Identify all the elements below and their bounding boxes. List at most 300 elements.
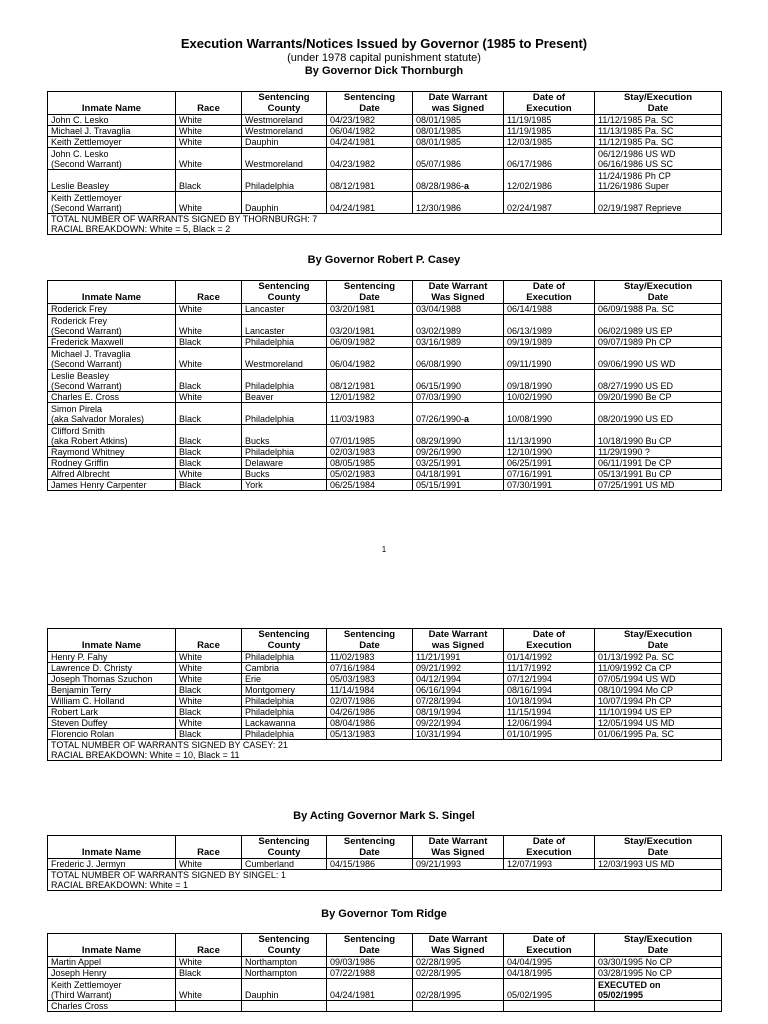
table-row (48, 447, 722, 458)
table-cell: White (176, 469, 242, 480)
table-cell: 12/03/1985 (504, 137, 595, 148)
column-header: Date of Execution (504, 836, 595, 859)
table-cell: 08/29/1990 (413, 425, 504, 447)
table-cell: 06/09/1988 Pa. SC (595, 304, 722, 315)
table-cell: Delaware (242, 458, 327, 469)
table-cell: Black (176, 968, 242, 979)
table-cell: Bucks (242, 425, 327, 447)
table-cell: 08/16/1994 (504, 685, 595, 696)
table-cell: 11/15/1994 (504, 707, 595, 718)
table-cell: White (176, 137, 242, 148)
table-cell: Lackawanna (242, 718, 327, 729)
table-cell: 02/19/1987 Reprieve (595, 192, 722, 214)
table-cell: Erie (242, 674, 327, 685)
footer-line: RACIAL BREAKDOWN: White = 10, Black = 11 (51, 750, 240, 760)
table-cell: 09/03/1986 (327, 957, 413, 968)
table-cell: 01/14/1992 (504, 652, 595, 663)
table-cell: 09/11/1990 (504, 348, 595, 370)
table-cell: 05/02/1995 (504, 979, 595, 1001)
table-cell: 11/29/1990 ? (595, 447, 722, 458)
table-footer (48, 870, 722, 891)
table-cell: 11/03/1983 (327, 403, 413, 425)
table-cell: Philadelphia (242, 729, 327, 740)
table-cell: 12/30/1986 (413, 192, 504, 214)
table-cell: Leslie Beasley (Second Warrant) (48, 370, 176, 392)
table-cell: Black (176, 729, 242, 740)
table-cell: Philadelphia (242, 370, 327, 392)
table-cell: 11/17/1992 (504, 663, 595, 674)
table-cell: Joseph Henry (48, 968, 176, 979)
table-cell: 03/28/1995 No CP (595, 968, 722, 979)
table-row (48, 370, 722, 392)
table-cell: 05/13/1983 (327, 729, 413, 740)
table-cell: 03/30/1995 No CP (595, 957, 722, 968)
table-cell (504, 1001, 595, 1012)
table-cell: Frederick Maxwell (48, 337, 176, 348)
column-header: Sentencing Date (327, 629, 413, 652)
table-cell: 04/04/1995 (504, 957, 595, 968)
document-title: Execution Warrants/Notices Issued by Governor (1985 to Present) (180, 36, 588, 51)
table-cell: Dauphin (242, 137, 327, 148)
table-cell: Northampton (242, 957, 327, 968)
table-cell: White (176, 652, 242, 663)
table-cell: White (176, 192, 242, 214)
table-cell (413, 1001, 504, 1012)
table-cell: 10/18/1990 Bu CP (595, 425, 722, 447)
table-cell (595, 1001, 722, 1012)
column-header: Date Warrant Was Signed (413, 281, 504, 304)
table-cell: 06/14/1988 (504, 304, 595, 315)
table-cell: White (176, 126, 242, 137)
column-header: Stay/Execution Date (595, 836, 722, 859)
table-cell: Black (176, 458, 242, 469)
table-cell: 05/02/1983 (327, 469, 413, 480)
table-row (48, 652, 722, 663)
table-cell: Philadelphia (242, 696, 327, 707)
column-header: Race (176, 92, 242, 115)
table-cell: 11/24/1986 Ph CP 11/26/1986 Super (595, 170, 722, 192)
column-header: Stay/Execution Date (595, 281, 722, 304)
table-cell: Westmoreland (242, 348, 327, 370)
column-header: Sentencing County (242, 92, 327, 115)
table-cell: 11/19/1985 (504, 126, 595, 137)
table-row (48, 979, 722, 1001)
table-cell: 11/12/1985 Pa. SC (595, 137, 722, 148)
table-cell: 08/20/1990 US ED (595, 403, 722, 425)
table-cell: White (176, 957, 242, 968)
table-cell: Philadelphia (242, 170, 327, 192)
table-cell: 09/19/1989 (504, 337, 595, 348)
table-cell: Michael J. Travaglia (Second Warrant) (48, 348, 176, 370)
table-cell: Beaver (242, 392, 327, 403)
table-cell: 12/01/1982 (327, 392, 413, 403)
table-cell: Michael J. Travaglia (48, 126, 176, 137)
warrants-table-casey (47, 280, 722, 491)
table-cell: Black (176, 370, 242, 392)
column-header: Date Warrant Was Signed (413, 836, 504, 859)
table-cell: White (176, 663, 242, 674)
table-cell: 02/28/1995 (413, 979, 504, 1001)
table-cell: 04/23/1982 (327, 115, 413, 126)
table-cell: Lancaster (242, 315, 327, 337)
column-header: Race (176, 629, 242, 652)
footer-line: TOTAL NUMBER OF WARRANTS SIGNED BY SINGEL: 1 (51, 870, 286, 880)
page-number: 1 (381, 545, 387, 554)
table-cell: Frederic J. Jermyn (48, 859, 176, 870)
table-cell: Westmoreland (242, 126, 327, 137)
table-cell: White (176, 696, 242, 707)
column-header: Date Warrant Was Signed (413, 934, 504, 957)
table-cell: 10/18/1994 (504, 696, 595, 707)
table-cell: 05/07/1986 (413, 148, 504, 170)
table-cell: 02/28/1995 (413, 957, 504, 968)
column-header: Sentencing County (242, 629, 327, 652)
table-row (48, 115, 722, 126)
table-cell: White (176, 859, 242, 870)
table-row (48, 696, 722, 707)
table-cell: 02/24/1987 (504, 192, 595, 214)
table-row (48, 458, 722, 469)
table-cell: 08/28/1986-a (413, 170, 504, 192)
table-cell: Black (176, 707, 242, 718)
table-cell: Lawrence D. Christy (48, 663, 176, 674)
table-cell: 10/31/1994 (413, 729, 504, 740)
table-cell: 07/16/1984 (327, 663, 413, 674)
table-cell: 02/28/1995 (413, 968, 504, 979)
table-cell: 07/30/1991 (504, 480, 595, 491)
table-cell (176, 1001, 242, 1012)
column-header: Sentencing County (242, 281, 327, 304)
table-cell: 04/18/1995 (504, 968, 595, 979)
table-row (48, 685, 722, 696)
column-header: Inmate Name (48, 281, 176, 304)
table-cell: White (176, 348, 242, 370)
table-cell: White (176, 718, 242, 729)
table-cell: 03/20/1981 (327, 315, 413, 337)
table-footer (48, 214, 722, 235)
table-cell: 06/04/1982 (327, 126, 413, 137)
table-cell: 05/03/1983 (327, 674, 413, 685)
table-cell: 04/24/1981 (327, 192, 413, 214)
table-cell: Charles Cross (48, 1001, 176, 1012)
table-cell: Cumberland (242, 859, 327, 870)
table-cell: York (242, 480, 327, 491)
table-cell: 09/07/1989 Ph CP (595, 337, 722, 348)
table-cell: 10/08/1990 (504, 403, 595, 425)
section-heading: By Acting Governor Mark S. Singel (293, 810, 475, 822)
column-header: Race (176, 836, 242, 859)
column-header: Sentencing Date (327, 281, 413, 304)
table-row (48, 304, 722, 315)
table-cell: 06/25/1991 (504, 458, 595, 469)
table-cell: 11/09/1992 Ca CP (595, 663, 722, 674)
warrants-table-ridge (47, 933, 722, 1012)
table-cell: 11/02/1983 (327, 652, 413, 663)
column-header: Inmate Name (48, 629, 176, 652)
column-header: Stay/Execution Date (595, 934, 722, 957)
table-cell: 07/22/1988 (327, 968, 413, 979)
table-row (48, 729, 722, 740)
table-cell: 11/10/1994 US EP (595, 707, 722, 718)
footer-line: TOTAL NUMBER OF WARRANTS SIGNED BY THORNBURGH: 7 (51, 214, 318, 224)
table-row (48, 674, 722, 685)
table-cell: 04/23/1982 (327, 148, 413, 170)
column-header: Date of Execution (504, 281, 595, 304)
column-header: Date of Execution (504, 934, 595, 957)
table-cell (327, 1001, 413, 1012)
table-cell: Henry P. Fahy (48, 652, 176, 663)
table-cell: 08/01/1985 (413, 115, 504, 126)
warrants-table-singel (47, 835, 722, 891)
footnote-marker: a (464, 414, 470, 424)
table-row (48, 968, 722, 979)
table-cell: 07/05/1994 US WD (595, 674, 722, 685)
table-cell: 04/15/1986 (327, 859, 413, 870)
column-header: Inmate Name (48, 92, 176, 115)
footnote-marker: a (464, 181, 470, 191)
table-cell: 06/17/1986 (504, 148, 595, 170)
table-cell: 09/26/1990 (413, 447, 504, 458)
table-cell: 03/04/1988 (413, 304, 504, 315)
table-cell: 09/21/1993 (413, 859, 504, 870)
table-cell: Rodney Griffin (48, 458, 176, 469)
table-cell: Philadelphia (242, 652, 327, 663)
table-header-row (48, 629, 722, 652)
document-subtitle: (under 1978 capital punishment statute) (287, 52, 481, 64)
table-cell: 09/21/1992 (413, 663, 504, 674)
table-header-row (48, 281, 722, 304)
column-header: Sentencing Date (327, 92, 413, 115)
table-cell: 06/11/1991 De CP (595, 458, 722, 469)
table-cell: Roderick Frey (48, 304, 176, 315)
table-cell: 07/16/1991 (504, 469, 595, 480)
table-cell: White (176, 674, 242, 685)
table-cell: Keith Zettlemoyer (Third Warrant) (48, 979, 176, 1001)
table-cell: 04/18/1991 (413, 469, 504, 480)
column-header: Race (176, 281, 242, 304)
table-cell: 06/15/1990 (413, 370, 504, 392)
table-cell: 08/10/1994 Mo CP (595, 685, 722, 696)
table-cell: 04/26/1986 (327, 707, 413, 718)
table-cell: Leslie Beasley (48, 170, 176, 192)
table-cell: Keith Zettlemoyer (48, 137, 176, 148)
table-cell: 12/07/1993 (504, 859, 595, 870)
table-header-row (48, 92, 722, 115)
table-footer-row (48, 740, 722, 761)
table-cell: Clifford Smith (aka Robert Atkins) (48, 425, 176, 447)
table-row (48, 1001, 722, 1012)
table-cell: John C. Lesko (Second Warrant) (48, 148, 176, 170)
table-cell: 06/02/1989 US EP (595, 315, 722, 337)
table-cell: White (176, 392, 242, 403)
table-row (48, 425, 722, 447)
table-cell: 07/12/1994 (504, 674, 595, 685)
table-cell: 06/04/1982 (327, 348, 413, 370)
table-footer (48, 740, 722, 761)
table-cell: Philadelphia (242, 337, 327, 348)
table-cell: Steven Duffey (48, 718, 176, 729)
table-cell: 04/12/1994 (413, 674, 504, 685)
column-header: Sentencing County (242, 934, 327, 957)
table-cell: 06/09/1982 (327, 337, 413, 348)
table-cell: White (176, 115, 242, 126)
table-cell: White (176, 979, 242, 1001)
table-cell: 09/22/1994 (413, 718, 504, 729)
table-cell: Alfred Albrecht (48, 469, 176, 480)
table-cell: 11/12/1985 Pa. SC (595, 115, 722, 126)
table-row (48, 170, 722, 192)
section-heading: By Governor Dick Thornburgh (304, 65, 464, 77)
table-cell: Westmoreland (242, 148, 327, 170)
table-cell: Black (176, 685, 242, 696)
table-cell: Westmoreland (242, 115, 327, 126)
table-cell: Montgomery (242, 685, 327, 696)
table-cell: 12/03/1993 US MD (595, 859, 722, 870)
table-row (48, 480, 722, 491)
table-cell: John C. Lesko (48, 115, 176, 126)
table-row (48, 348, 722, 370)
table-row (48, 859, 722, 870)
table-cell: White (176, 315, 242, 337)
table-cell (242, 1001, 327, 1012)
table-header-row (48, 934, 722, 957)
table-cell: 01/13/1992 Pa. SC (595, 652, 722, 663)
table-cell: Bucks (242, 469, 327, 480)
table-cell: 04/24/1981 (327, 979, 413, 1001)
table-cell: 04/24/1981 (327, 137, 413, 148)
table-cell: Roderick Frey (Second Warrant) (48, 315, 176, 337)
column-header: Inmate Name (48, 836, 176, 859)
table-cell: 06/12/1986 US WD 06/16/1986 US SC (595, 148, 722, 170)
column-header: Stay/Execution Date (595, 92, 722, 115)
table-cell: Black (176, 447, 242, 458)
table-cell: 12/05/1994 US MD (595, 718, 722, 729)
table-row (48, 315, 722, 337)
table-cell: 08/04/1986 (327, 718, 413, 729)
table-cell: 07/03/1990 (413, 392, 504, 403)
table-cell: Raymond Whitney (48, 447, 176, 458)
table-row (48, 469, 722, 480)
table-cell: 01/10/1995 (504, 729, 595, 740)
table-cell: 08/19/1994 (413, 707, 504, 718)
table-footer-row (48, 870, 722, 891)
column-header: Date of Execution (504, 629, 595, 652)
table-cell: Dauphin (242, 192, 327, 214)
table-cell: 08/27/1990 US ED (595, 370, 722, 392)
table-cell: 06/13/1989 (504, 315, 595, 337)
table-cell: 12/02/1986 (504, 170, 595, 192)
table-cell: 09/18/1990 (504, 370, 595, 392)
table-cell: 08/12/1981 (327, 370, 413, 392)
column-header: Inmate Name (48, 934, 176, 957)
table-cell: 08/12/1981 (327, 170, 413, 192)
table-header-row (48, 836, 722, 859)
section-heading: By Governor Robert P. Casey (307, 254, 461, 266)
table-cell: 06/16/1994 (413, 685, 504, 696)
table-cell: Philadelphia (242, 447, 327, 458)
table-row (48, 337, 722, 348)
table-cell: Charles E. Cross (48, 392, 176, 403)
table-row (48, 126, 722, 137)
table-cell: 03/02/1989 (413, 315, 504, 337)
table-cell: 10/07/1994 Ph CP (595, 696, 722, 707)
table-cell: EXECUTED on 05/02/1995 (595, 979, 722, 1001)
table-cell: White (176, 148, 242, 170)
table-cell: 03/20/1981 (327, 304, 413, 315)
table-row (48, 663, 722, 674)
table-cell: 05/15/1991 (413, 480, 504, 491)
table-cell: William C. Holland (48, 696, 176, 707)
column-header: Sentencing Date (327, 934, 413, 957)
table-cell: 02/07/1986 (327, 696, 413, 707)
warrants-table-thornburgh (47, 91, 722, 235)
table-row (48, 957, 722, 968)
table-footer-row (48, 214, 722, 235)
table-cell: 08/01/1985 (413, 137, 504, 148)
table-row (48, 403, 722, 425)
table-cell: Black (176, 480, 242, 491)
table-cell: 11/19/1985 (504, 115, 595, 126)
table-cell: 06/08/1990 (413, 348, 504, 370)
footer-line: TOTAL NUMBER OF WARRANTS SIGNED BY CASEY: 21 (51, 740, 288, 750)
table-row (48, 707, 722, 718)
table-row (48, 192, 722, 214)
column-header: Date Warrant was Signed (413, 92, 504, 115)
table-cell: 09/06/1990 US WD (595, 348, 722, 370)
table-cell: Benjamin Terry (48, 685, 176, 696)
table-cell: 10/02/1990 (504, 392, 595, 403)
warrants-table-casey-continued (47, 628, 722, 761)
table-cell: Cambria (242, 663, 327, 674)
table-cell: Keith Zettlemoyer (Second Warrant) (48, 192, 176, 214)
footer-line: RACIAL BREAKDOWN: White = 1 (51, 880, 188, 890)
column-header: Sentencing County (242, 836, 327, 859)
table-cell: 11/21/1991 (413, 652, 504, 663)
table-cell: White (176, 304, 242, 315)
table-cell: 05/13/1991 Bu CP (595, 469, 722, 480)
table-cell: 07/01/1985 (327, 425, 413, 447)
table-row (48, 148, 722, 170)
table-cell: 06/25/1984 (327, 480, 413, 491)
column-header: Sentencing Date (327, 836, 413, 859)
table-cell: 07/25/1991 US MD (595, 480, 722, 491)
table-cell: Dauphin (242, 979, 327, 1001)
table-cell: 12/10/1990 (504, 447, 595, 458)
table-cell: 11/13/1985 Pa. SC (595, 126, 722, 137)
table-cell: 08/01/1985 (413, 126, 504, 137)
table-cell: 03/25/1991 (413, 458, 504, 469)
table-cell: 07/28/1994 (413, 696, 504, 707)
table-row (48, 718, 722, 729)
table-cell: 11/14/1984 (327, 685, 413, 696)
table-cell: Martin Appel (48, 957, 176, 968)
table-cell: 09/20/1990 Be CP (595, 392, 722, 403)
table-cell: 08/05/1985 (327, 458, 413, 469)
column-header: Race (176, 934, 242, 957)
table-cell: Simon Pirela (aka Salvador Morales) (48, 403, 176, 425)
table-cell: Joseph Thomas Szuchon (48, 674, 176, 685)
table-cell: Black (176, 337, 242, 348)
section-heading: By Governor Tom Ridge (321, 908, 447, 920)
table-cell: Black (176, 170, 242, 192)
column-header: Date of Execution (504, 92, 595, 115)
table-cell: Lancaster (242, 304, 327, 315)
column-header: Stay/Execution Date (595, 629, 722, 652)
table-row (48, 137, 722, 148)
table-row (48, 392, 722, 403)
table-cell: Philadelphia (242, 403, 327, 425)
table-cell: James Henry Carpenter (48, 480, 176, 491)
